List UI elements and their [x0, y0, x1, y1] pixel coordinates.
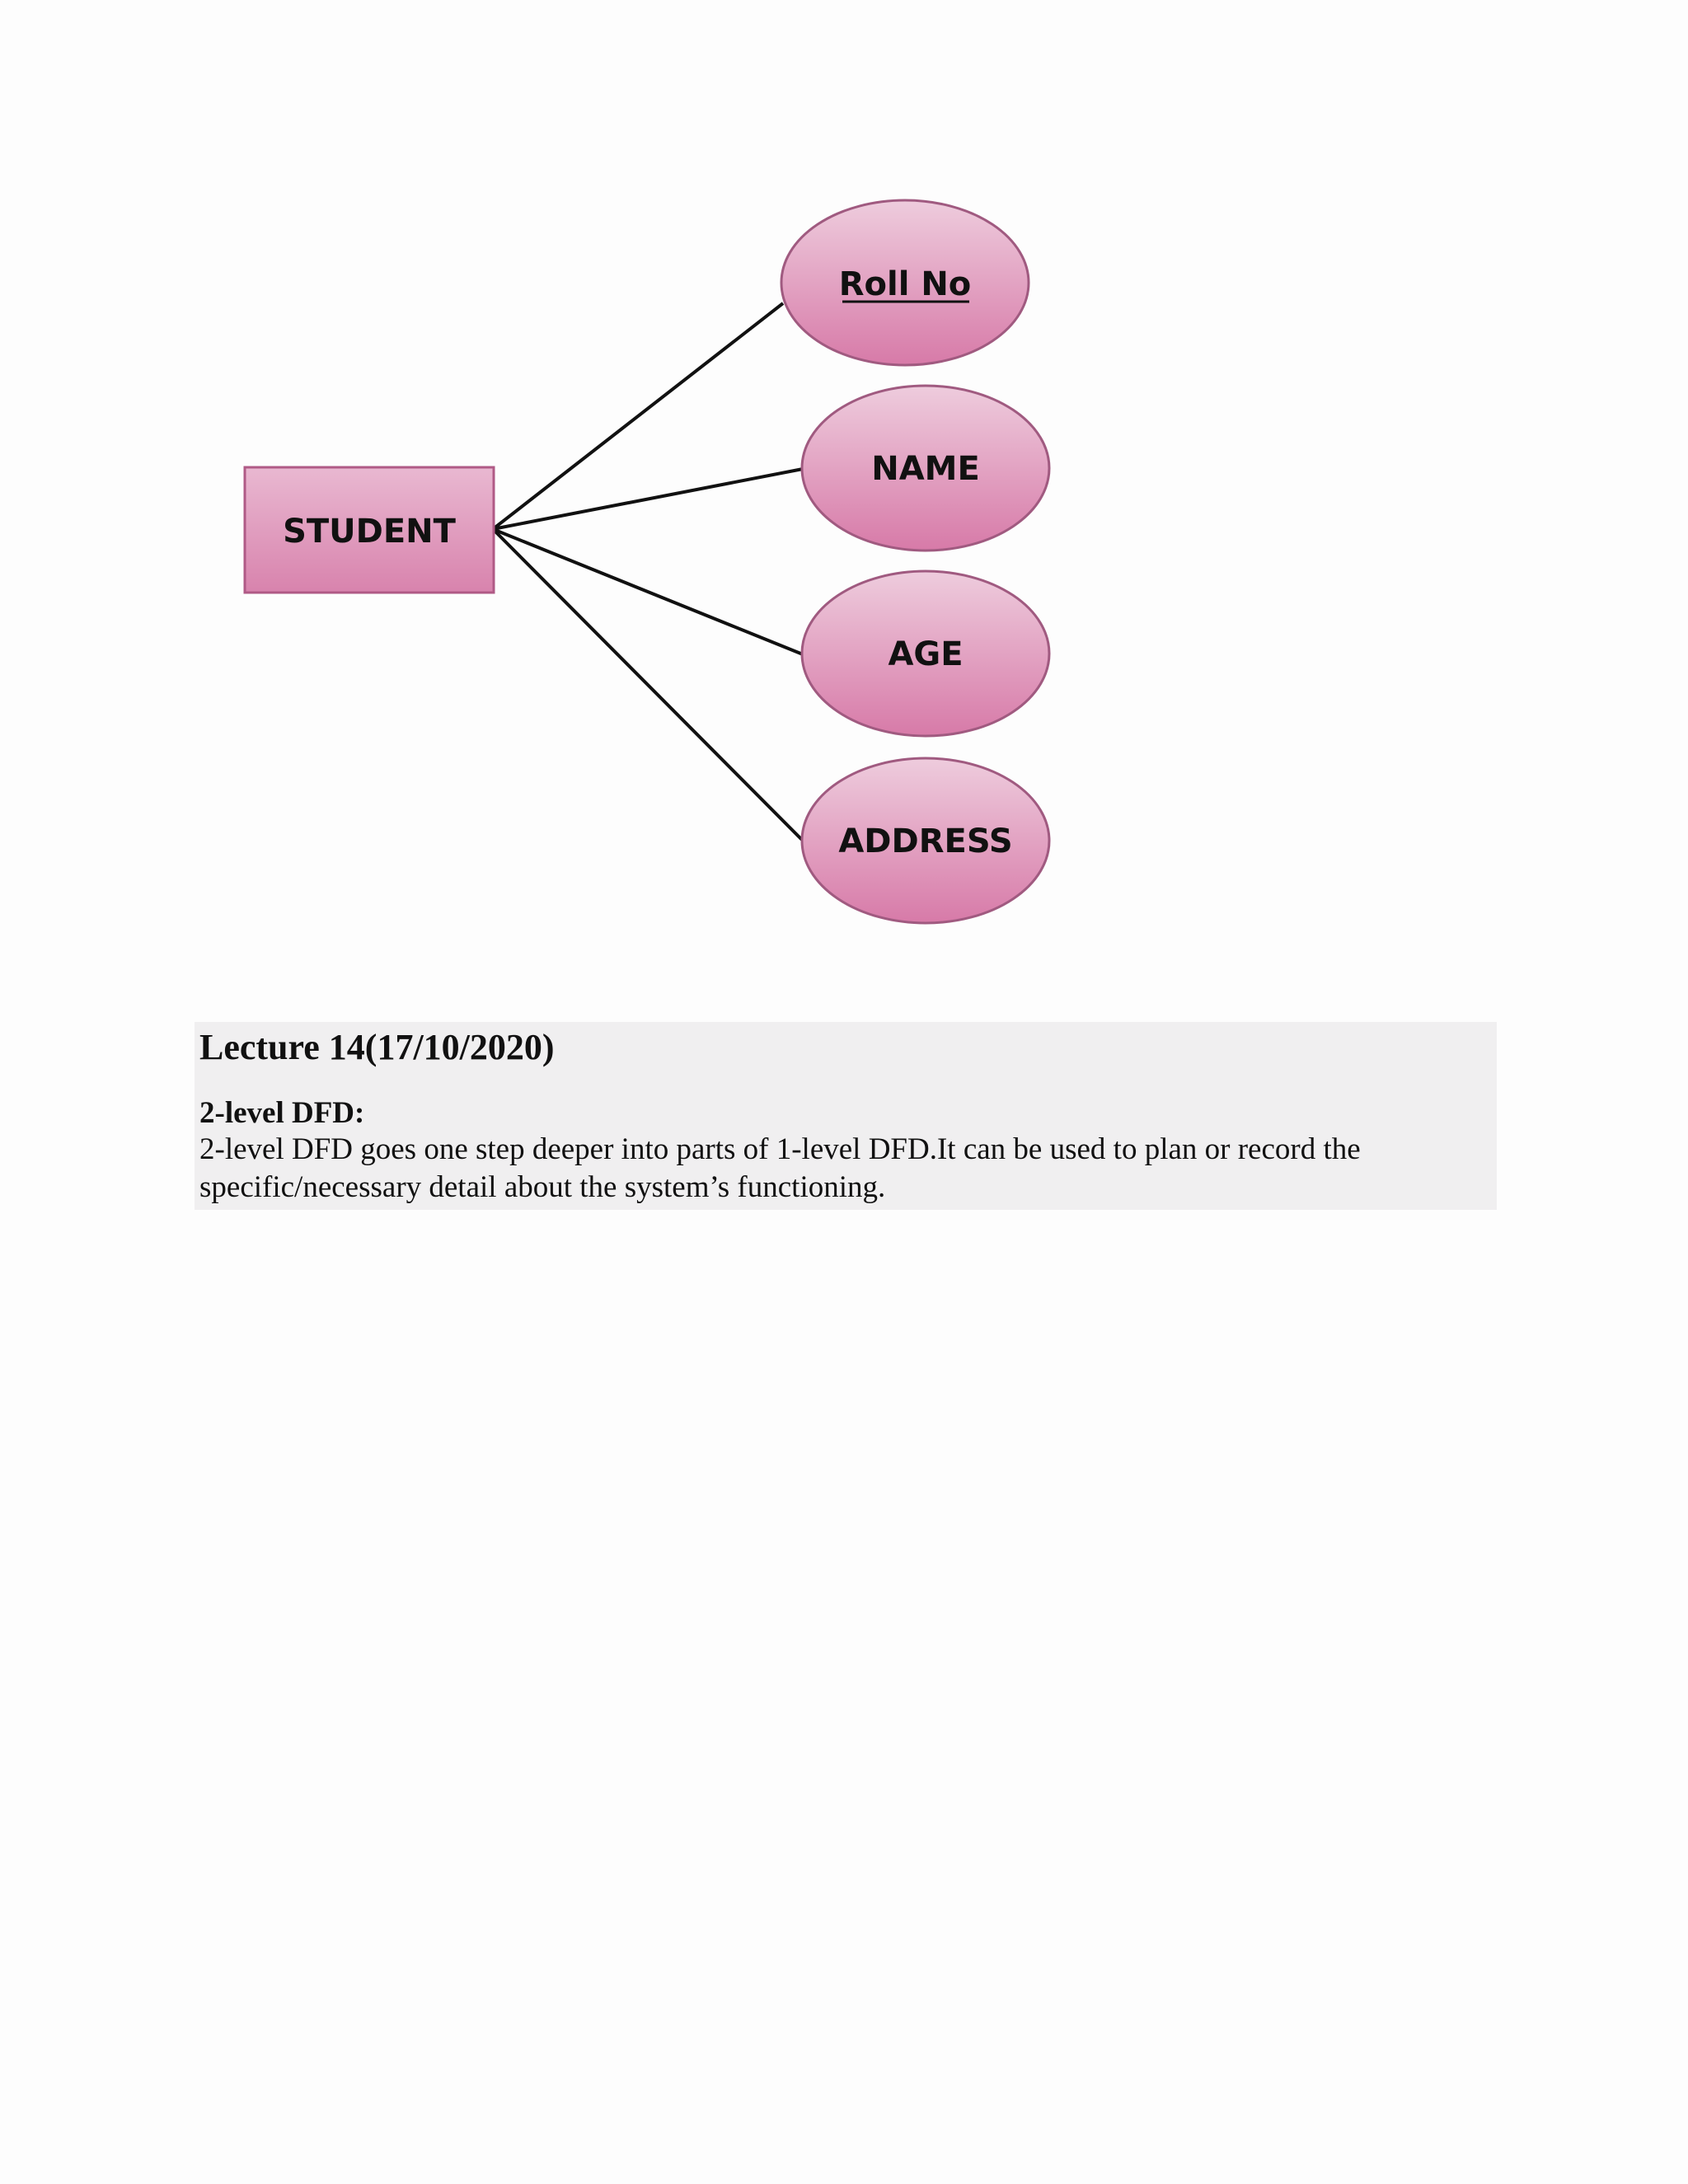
er-diagram [0, 0, 1688, 989]
connector-line-address [493, 529, 803, 841]
connector-line-roll-no [493, 303, 783, 529]
attribute-name-label: NAME [871, 450, 980, 488]
attribute-age-label: AGE [888, 635, 964, 673]
connector-line-name [493, 469, 803, 529]
section-body-text: 2-level DFD goes one step deeper into parts of 1-level DFD.It can be used to plan or record the specific/necessary detail about the system’s functioning. [199, 1132, 1361, 1204]
entity-student-label: STUDENT [283, 513, 456, 551]
attribute-roll-no-label: Roll No [838, 265, 972, 303]
section-heading: 2-level DFD: [199, 1096, 365, 1130]
connector-line-age [493, 529, 803, 654]
attribute-address-label: ADDRESS [838, 823, 1013, 860]
lecture-title: Lecture 14(17/10/2020) [199, 1027, 555, 1067]
lecture-section [195, 1022, 1497, 1210]
